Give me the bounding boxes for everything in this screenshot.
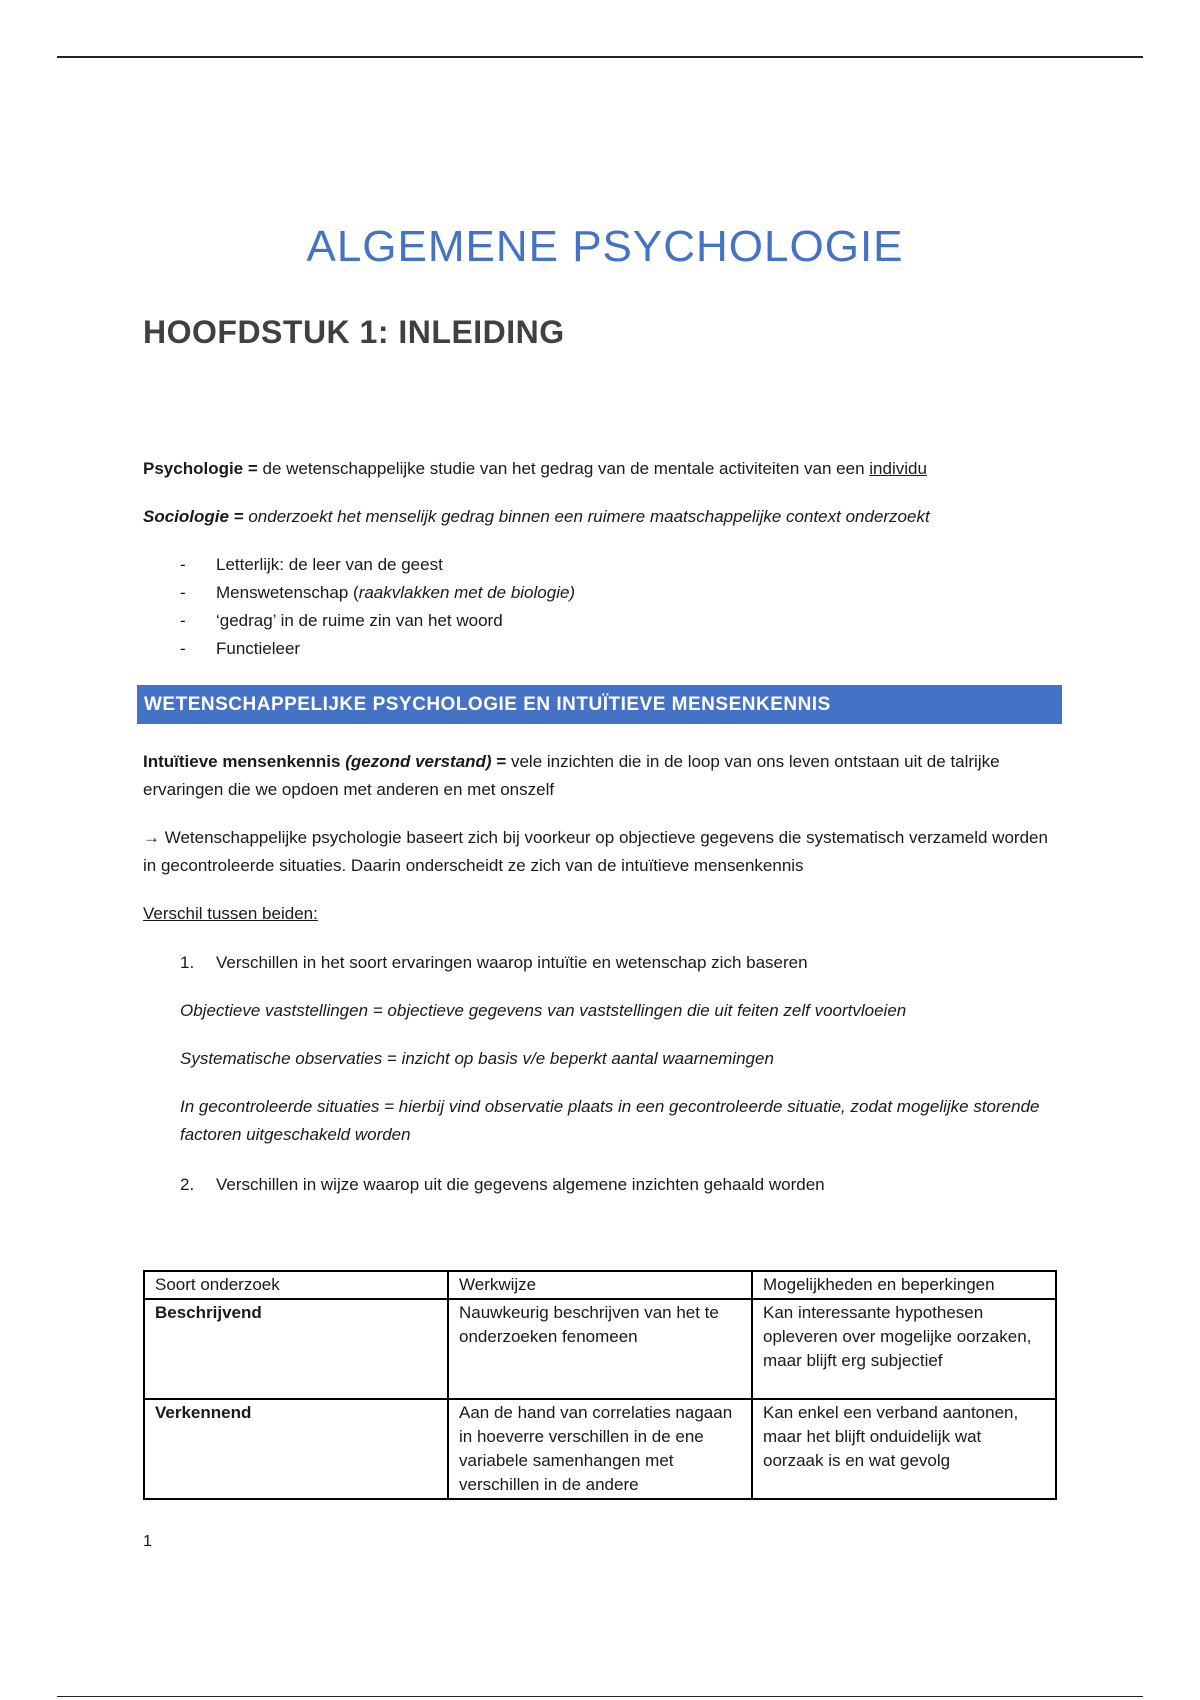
definition-psychologie xyxy=(143,455,927,483)
definition-sociologie xyxy=(143,503,930,531)
table-row xyxy=(144,1299,1056,1399)
page-number: 1 xyxy=(143,1533,152,1550)
footer-rule xyxy=(57,1696,1143,1697)
table-row xyxy=(144,1399,1056,1499)
table-cell: Beschrijvend xyxy=(144,1299,448,1399)
numbered-item-2: 2. Verschillen in wijze waarop uit die gegevens algemene inzichten gehaald worden xyxy=(180,1175,825,1194)
table-cell: Kan interessante hypothesen opleveren over mogelijke oorzaken, maar blijft erg subjectief xyxy=(752,1299,1056,1399)
table-header-row xyxy=(144,1271,1056,1299)
bullet-list xyxy=(180,551,575,663)
table-cell: Nauwkeurig beschrijven van het te onderzoeken fenomeen xyxy=(448,1299,752,1399)
term-psychologie: Psychologie = xyxy=(143,459,258,478)
table-cell: Verkennend xyxy=(144,1399,448,1499)
underlined-word: individu xyxy=(869,459,927,478)
table-cell: Aan de hand van correlaties nagaan in hoeverre verschillen in de ene variabele samenhangen met verschillen in de andere xyxy=(448,1399,752,1499)
arrow-paragraph xyxy=(143,824,1063,880)
section-heading-banner: WETENSCHAPPELIJKE PSYCHOLOGIE EN INTUÏTIEVE MENSENKENNIS xyxy=(137,685,1062,724)
table-header-cell: Soort onderzoek xyxy=(144,1271,448,1299)
list-item: - Menswetenschap (raakvlakken met de biologie) xyxy=(180,583,576,602)
paragraph-text: Wetenschappelijke psychologie baseert zich bij voorkeur op objectieve gegevens die systematisch verzameld worden in gecontroleerde situaties. Daarin onderscheidt ze zich van de intuïtieve mensenkennis xyxy=(143,828,1048,875)
intuitive-definition: Intuïtieve mensenkennis (gezond verstand) = vele inzichten die in de loop van ons leven ontstaan uit de talrijke ervaringen die we opdoen met anderen en met onszelf xyxy=(143,752,1000,799)
italic-definition: Objectieve vaststellingen = objectieve gegevens van vaststellingen die uit feiten zelf voortvloeien xyxy=(180,1001,907,1020)
italic-definition: Systematische observaties = inzicht op basis v/e beperkt aantal waarnemingen xyxy=(180,1049,774,1068)
definition-text: vele inzichten die in de loop van ons leven ontstaan uit de talrijke ervaringen die we opdoen met anderen en met onszelf xyxy=(143,752,1000,799)
document-title: ALGEMENE PSYCHOLOGIE xyxy=(306,222,904,271)
research-types-table xyxy=(143,1270,1057,1500)
definition-text: onderzoekt het menselijk gedrag binnen een ruimere maatschappelijke context onderzoekt xyxy=(243,507,930,526)
arrow-right-icon: → xyxy=(143,828,160,847)
list-item: - Letterlijk: de leer van de geest xyxy=(180,555,443,574)
term-italic: (gezond verstand) xyxy=(345,752,492,771)
list-item: - ‘gedrag’ in de ruime zin van het woord xyxy=(180,611,503,630)
term-sociologie: Sociologie = xyxy=(143,507,244,526)
chapter-heading: HOOFDSTUK 1: INLEIDING xyxy=(143,314,565,350)
term-intuitive: Intuïtieve mensenkennis xyxy=(143,752,341,771)
list-item: - Functieleer xyxy=(180,639,301,658)
table-cell: Kan enkel een verband aantonen, maar het blijft onduidelijk wat oorzaak is en wat gevolg xyxy=(752,1399,1056,1499)
table-header-cell: Mogelijkheden en beperkingen xyxy=(752,1271,1056,1299)
table-header-cell: Werkwijze xyxy=(448,1271,752,1299)
numbered-item-1: 1. Verschillen in het soort ervaringen waarop intuïtie en wetenschap zich baseren xyxy=(180,953,808,972)
definition-text: de wetenschappelijke studie van het gedrag van de mentale activiteiten van een xyxy=(257,459,870,478)
italic-definition: In gecontroleerde situaties = hierbij vind observatie plaats in een gecontroleerde situatie, zodat mogelijke storende factoren uitgeschakeld worden xyxy=(180,1097,1040,1144)
difference-heading: Verschil tussen beiden: xyxy=(143,904,318,923)
header-rule xyxy=(57,56,1143,58)
